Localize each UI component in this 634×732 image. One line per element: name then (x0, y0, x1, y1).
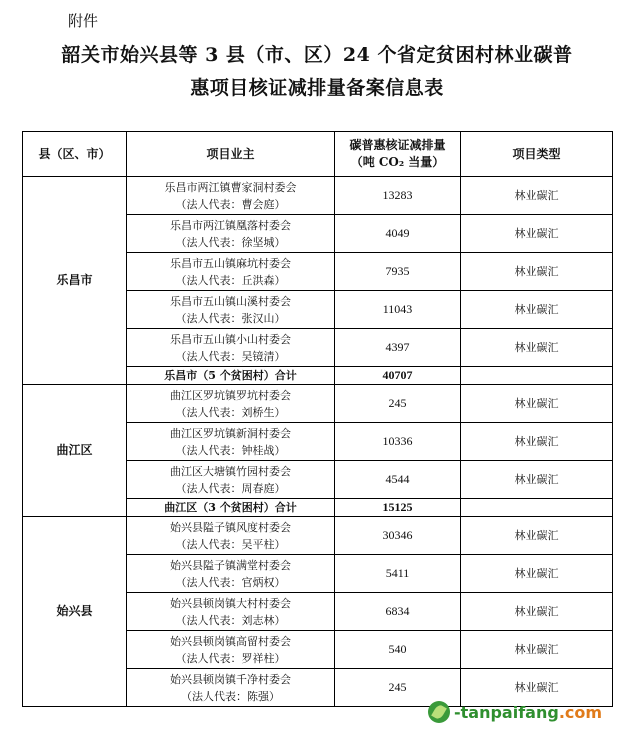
owner-cell (127, 423, 335, 461)
project-type-cell: 林业碳汇 (461, 385, 613, 423)
county-cell: 始兴县 (23, 517, 127, 707)
owner-name: 始兴县隘子镇风度村委会 (170, 520, 291, 534)
legal-representative: （法人代表：徐坚城） (175, 235, 286, 249)
leaf-logo-icon (428, 701, 450, 723)
project-type-cell: 林业碳汇 (461, 253, 613, 291)
watermark-text: -tanpaifang.com (454, 702, 603, 722)
reduction-value-cell: 5411 (335, 555, 461, 593)
owner-cell (127, 517, 335, 555)
legal-representative: （法人代表：罗祥柱） (175, 651, 286, 665)
legal-representative: （法人代表：刘桥生） (175, 405, 286, 419)
reduction-table (22, 131, 613, 707)
reduction-value-cell: 13283 (335, 177, 461, 215)
reduction-value-cell: 245 (335, 385, 461, 423)
owner-name: 曲江区罗坑镇新洞村委会 (170, 426, 291, 440)
legal-representative: （法人代表：张汉山） (175, 311, 286, 325)
empty-cell (461, 499, 613, 517)
project-type-cell: 林业碳汇 (461, 291, 613, 329)
owner-name: 乐昌市五山镇麻坑村委会 (170, 256, 291, 270)
header-reduction (335, 132, 461, 177)
owner-cell (127, 555, 335, 593)
owner-name: 乐昌市两江镇凰落村委会 (170, 218, 291, 232)
owner-name: 乐昌市五山镇山溪村委会 (170, 294, 291, 308)
subtotal-value: 40707 (335, 367, 461, 385)
owner-cell (127, 253, 335, 291)
owner-name: 始兴县顿岗镇高留村委会 (170, 634, 291, 648)
table-row (23, 385, 613, 423)
subtotal-value: 15125 (335, 499, 461, 517)
owner-cell (127, 631, 335, 669)
table-body (23, 177, 613, 707)
owner-cell (127, 291, 335, 329)
owner-cell (127, 385, 335, 423)
header-reduction-line1: 碳普惠核证减排量 (349, 138, 446, 152)
owner-name: 曲江区罗坑镇罗坑村委会 (170, 388, 291, 402)
legal-representative: （法人代表：曹会庭） (175, 197, 286, 211)
project-type-cell: 林业碳汇 (461, 593, 613, 631)
project-type-cell: 林业碳汇 (461, 215, 613, 253)
header-owner: 项目业主 (127, 132, 335, 177)
header-county: 县（区、市） (23, 132, 127, 177)
project-type-cell: 林业碳汇 (461, 555, 613, 593)
reduction-value-cell: 11043 (335, 291, 461, 329)
reduction-value-cell: 4049 (335, 215, 461, 253)
subtotal-label: 曲江区（3 个贫困村）合计 (127, 499, 335, 517)
owner-name: 始兴县顿岗镇大村村委会 (170, 596, 291, 610)
table-row (23, 517, 613, 555)
project-type-cell: 林业碳汇 (461, 669, 613, 707)
project-type-cell: 林业碳汇 (461, 631, 613, 669)
attachment-label: 附件 (68, 12, 99, 30)
legal-representative: （法人代表：吴平柱） (175, 537, 286, 551)
project-type-cell: 林业碳汇 (461, 517, 613, 555)
county-cell: 曲江区 (23, 385, 127, 517)
subtotal-label: 乐昌市（5 个贫困村）合计 (127, 367, 335, 385)
owner-cell (127, 215, 335, 253)
owner-cell (127, 177, 335, 215)
owner-name: 曲江区大塘镇竹园村委会 (170, 464, 291, 478)
table-header-row (23, 132, 613, 177)
reduction-value-cell: 10336 (335, 423, 461, 461)
owner-name: 始兴县顿岗镇千净村委会 (170, 672, 291, 686)
reduction-value-cell: 4397 (335, 329, 461, 367)
legal-representative: （法人代表：官炳权） (175, 575, 286, 589)
legal-representative: （法人代表：刘志林） (175, 613, 286, 627)
reduction-value-cell: 7935 (335, 253, 461, 291)
watermark (428, 700, 602, 724)
owner-cell (127, 593, 335, 631)
project-type-cell: 林业碳汇 (461, 177, 613, 215)
owner-cell (127, 461, 335, 499)
legal-representative: （法人代表：周春庭） (175, 481, 286, 495)
empty-cell (461, 367, 613, 385)
legal-representative: （法人代表：丘洪森） (175, 273, 286, 287)
owner-name: 始兴县隘子镇满堂村委会 (170, 558, 291, 572)
legal-representative: （法人代表：陈强） (181, 689, 280, 703)
owner-cell (127, 329, 335, 367)
reduction-value-cell: 6834 (335, 593, 461, 631)
project-type-cell: 林业碳汇 (461, 461, 613, 499)
table-row (23, 177, 613, 215)
document-title-line1: 韶关市始兴县等 3 县（市、区）24 个省定贫困村林业碳普 (61, 44, 573, 66)
reduction-value-cell: 30346 (335, 517, 461, 555)
owner-name: 乐昌市两江镇曹家洞村委会 (164, 180, 297, 194)
document-title-line2: 惠项目核证减排量备案信息表 (190, 77, 444, 99)
county-cell: 乐昌市 (23, 177, 127, 385)
owner-name: 乐昌市五山镇小山村委会 (170, 332, 291, 346)
project-type-cell: 林业碳汇 (461, 423, 613, 461)
legal-representative: （法人代表：吴镜清） (175, 349, 286, 363)
reduction-value-cell: 4544 (335, 461, 461, 499)
project-type-cell: 林业碳汇 (461, 329, 613, 367)
owner-cell (127, 669, 335, 707)
reduction-value-cell: 540 (335, 631, 461, 669)
reduction-value-cell: 245 (335, 669, 461, 707)
header-reduction-line2: （吨 CO₂ 当量） (350, 155, 445, 169)
legal-representative: （法人代表：钟桂战） (175, 443, 286, 457)
header-type: 项目类型 (461, 132, 613, 177)
